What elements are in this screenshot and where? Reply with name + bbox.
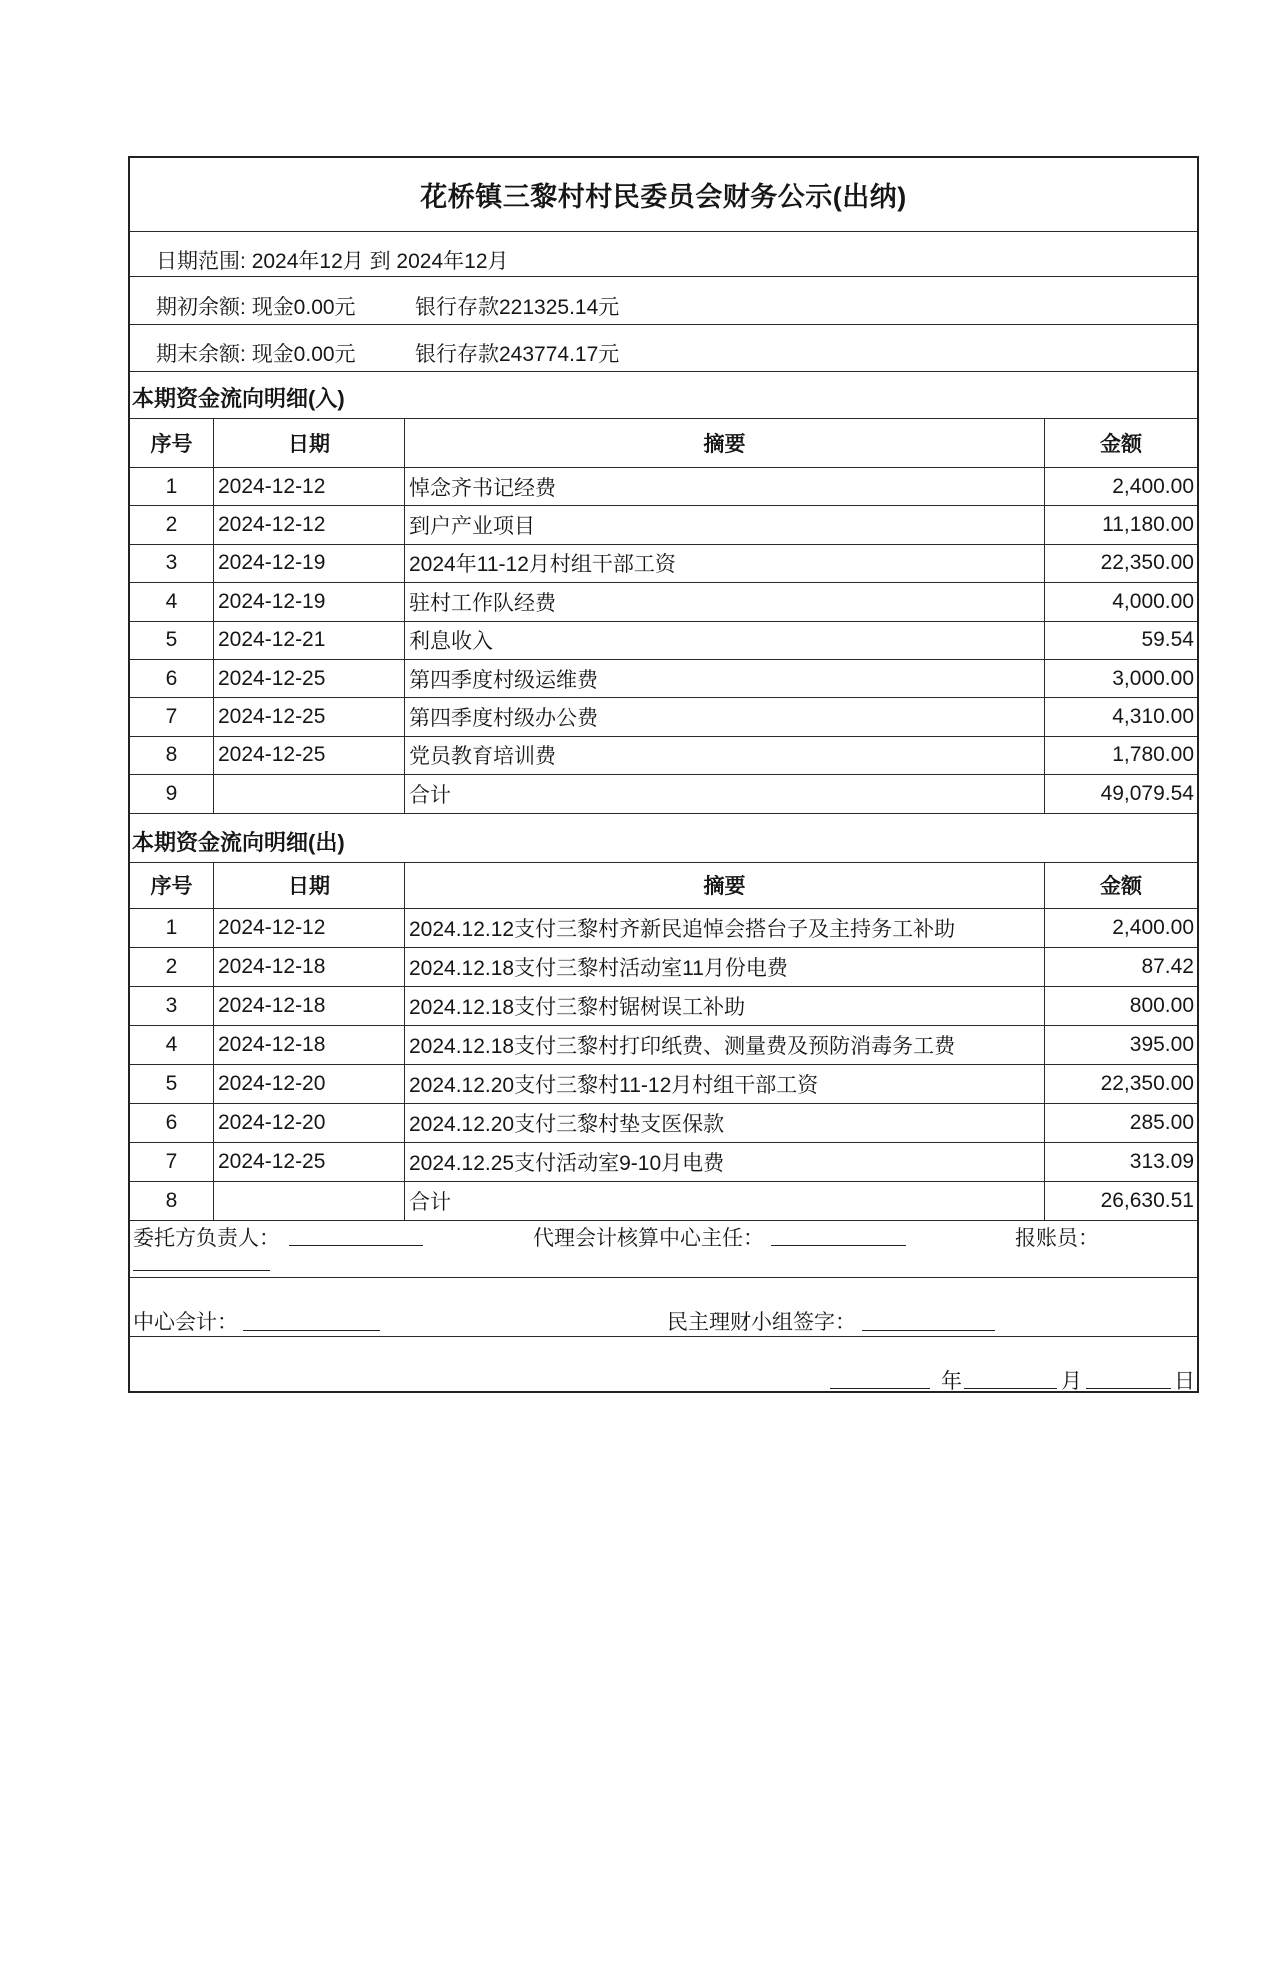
year-blank-line	[830, 1388, 930, 1389]
amount-cell: 3,000.00	[1112, 666, 1194, 690]
amount-cell: 22,350.00	[1100, 1071, 1194, 1095]
date-cell: 2024-12-19	[214, 583, 405, 620]
income-section-heading	[130, 372, 1197, 419]
row-number-cell: 4	[130, 583, 214, 620]
bookkeeper-signature-line	[133, 1270, 270, 1271]
summary-cell: 2024.12.20支付三黎村垫支医保款	[405, 1104, 1045, 1142]
year-label: 年	[941, 1370, 962, 1393]
closing-bank-value: 银行存款243774.17元	[415, 343, 620, 366]
summary-cell: 第四季度村级办公费	[405, 698, 1045, 735]
header-date: 日期	[214, 419, 405, 467]
amount-cell: 11,180.00	[1102, 513, 1194, 537]
amount-cell: 2,400.00	[1112, 915, 1194, 939]
amount-cell: 285.00	[1129, 1111, 1194, 1135]
header-summary: 摘要	[405, 863, 1045, 908]
signature-date-row	[130, 1337, 1197, 1393]
summary-cell: 第四季度村级运维费	[405, 660, 1045, 697]
finance-group-signature-line	[862, 1330, 995, 1331]
income-row	[130, 506, 1197, 544]
row-number-cell: 6	[130, 1104, 214, 1142]
center-accountant-signature-line	[243, 1330, 380, 1331]
expense-row	[130, 909, 1197, 948]
date-cell: 2024-12-21	[214, 622, 405, 659]
amount-cell: 800.00	[1129, 993, 1194, 1017]
header-date: 日期	[214, 863, 405, 908]
summary-cell: 利息收入	[405, 622, 1045, 659]
empty-date-cell	[214, 775, 405, 812]
header-summary: 摘要	[405, 419, 1045, 467]
opening-balance-row	[130, 277, 1197, 325]
amount-cell: 1,780.00	[1112, 743, 1194, 767]
closing-balance-label: 期末余额:	[156, 343, 246, 366]
date-cell: 2024-12-20	[214, 1104, 405, 1142]
row-number-cell: 8	[130, 1182, 214, 1220]
row-number-cell: 9	[130, 775, 214, 812]
date-cell: 2024-12-12	[214, 909, 405, 947]
income-table-header	[130, 419, 1197, 468]
summary-cell: 2024.12.25支付活动室9-10月电费	[405, 1143, 1045, 1181]
amount-cell: 22,350.00	[1100, 551, 1194, 575]
date-cell: 2024-12-19	[214, 545, 405, 582]
summary-cell: 2024.12.18支付三黎村打印纸费、测量费及预防消毒务工费	[405, 1026, 1045, 1064]
signature-row-1	[130, 1221, 1197, 1278]
expense-row	[130, 1104, 1197, 1143]
income-row	[130, 545, 1197, 583]
row-number-cell: 5	[130, 1065, 214, 1103]
row-number-cell: 5	[130, 622, 214, 659]
date-cell: 2024-12-25	[214, 737, 405, 774]
row-number-cell: 7	[130, 1143, 214, 1181]
finance-notice-sheet	[128, 156, 1199, 1393]
date-cell: 2024-12-18	[214, 987, 405, 1025]
amount-cell: 4,000.00	[1112, 589, 1194, 613]
page-title: 花桥镇三黎村村民委员会财务公示(出纳)	[130, 158, 1197, 232]
date-range-label: 日期范围:	[156, 250, 246, 273]
amount-cell: 87.42	[1141, 954, 1194, 978]
day-label: 日	[1174, 1370, 1195, 1393]
date-cell: 2024-12-12	[214, 468, 405, 505]
summary-cell: 驻村工作队经费	[405, 583, 1045, 620]
expense-row	[130, 1143, 1197, 1182]
expense-total-row	[130, 1182, 1197, 1221]
center-director-label: 代理会计核算中心主任：	[533, 1227, 764, 1251]
income-row	[130, 660, 1197, 698]
expense-row	[130, 1065, 1197, 1104]
expense-row	[130, 1026, 1197, 1065]
date-cell: 2024-12-20	[214, 1065, 405, 1103]
row-number-cell: 1	[130, 468, 214, 505]
summary-cell: 2024年11-12月村组干部工资	[405, 545, 1045, 582]
row-number-cell: 3	[130, 987, 214, 1025]
total-label-cell: 合计	[405, 1182, 1045, 1220]
header-no: 序号	[130, 419, 214, 467]
summary-cell: 2024.12.20支付三黎村11-12月村组干部工资	[405, 1065, 1045, 1103]
income-row	[130, 468, 1197, 506]
row-number-cell: 6	[130, 660, 214, 697]
date-cell: 2024-12-25	[214, 698, 405, 735]
row-number-cell: 4	[130, 1026, 214, 1064]
income-total-row	[130, 775, 1197, 813]
expense-row	[130, 948, 1197, 987]
expense-table-header	[130, 863, 1197, 909]
date-cell: 2024-12-18	[214, 1026, 405, 1064]
date-range-row	[130, 232, 1197, 277]
center-accountant-label: 中心会计：	[133, 1311, 238, 1335]
income-row	[130, 737, 1197, 775]
income-section-title: 本期资金流向明细(入)	[132, 386, 345, 411]
expense-section-title: 本期资金流向明细(出)	[132, 829, 345, 855]
empty-date-cell	[214, 1182, 405, 1220]
signature-row-2	[130, 1278, 1197, 1337]
total-amount-cell: 49,079.54	[1100, 781, 1194, 805]
row-number-cell: 3	[130, 545, 214, 582]
expense-row	[130, 987, 1197, 1026]
row-number-cell: 2	[130, 948, 214, 986]
amount-cell: 59.54	[1141, 628, 1194, 652]
summary-cell: 到户产业项目	[405, 506, 1045, 543]
amount-cell: 395.00	[1129, 1032, 1194, 1056]
header-amount: 金额	[1100, 433, 1142, 456]
opening-balance-label: 期初余额:	[156, 296, 246, 319]
closing-balance-cash	[156, 338, 356, 368]
income-row	[130, 698, 1197, 736]
header-no: 序号	[130, 863, 214, 908]
header-amount: 金额	[1100, 875, 1142, 899]
bookkeeper-label: 报账员：	[1015, 1227, 1099, 1251]
summary-cell: 2024.12.18支付三黎村活动室11月份电费	[405, 948, 1045, 986]
opening-bank-value: 银行存款221325.14元	[415, 296, 620, 319]
date-cell: 2024-12-18	[214, 948, 405, 986]
client-head-label: 委托方负责人：	[133, 1227, 280, 1251]
date-range	[156, 245, 509, 275]
row-number-cell: 1	[130, 909, 214, 947]
date-cell: 2024-12-12	[214, 506, 405, 543]
finance-group-label: 民主理财小组签字：	[667, 1311, 856, 1335]
row-number-cell: 2	[130, 506, 214, 543]
client-head-signature-line	[289, 1245, 423, 1246]
amount-cell: 313.09	[1129, 1150, 1194, 1174]
total-label-cell: 合计	[405, 775, 1045, 812]
summary-cell: 悼念齐书记经费	[405, 468, 1045, 505]
amount-cell: 4,310.00	[1112, 705, 1194, 729]
expense-section-heading	[130, 814, 1197, 863]
total-amount-cell: 26,630.51	[1100, 1189, 1194, 1213]
center-director-signature-line	[771, 1245, 906, 1246]
month-blank-line	[964, 1388, 1057, 1389]
date-cell: 2024-12-25	[214, 1143, 405, 1181]
summary-cell: 2024.12.18支付三黎村锯树误工补助	[405, 987, 1045, 1025]
row-number-cell: 8	[130, 737, 214, 774]
month-label: 月	[1061, 1370, 1082, 1393]
income-row	[130, 622, 1197, 660]
amount-cell: 2,400.00	[1112, 474, 1194, 498]
closing-cash-value: 现金0.00元	[251, 343, 356, 366]
row-number-cell: 7	[130, 698, 214, 735]
date-range-value: 2024年12月 到 2024年12月	[251, 250, 509, 273]
closing-balance-row	[130, 325, 1197, 372]
opening-balance-cash	[156, 291, 356, 321]
opening-cash-value: 现金0.00元	[251, 296, 356, 319]
date-cell: 2024-12-25	[214, 660, 405, 697]
summary-cell: 党员教育培训费	[405, 737, 1045, 774]
summary-cell: 2024.12.12支付三黎村齐新民追悼会搭台子及主持务工补助	[405, 909, 1045, 947]
day-blank-line	[1086, 1388, 1171, 1389]
income-row	[130, 583, 1197, 621]
